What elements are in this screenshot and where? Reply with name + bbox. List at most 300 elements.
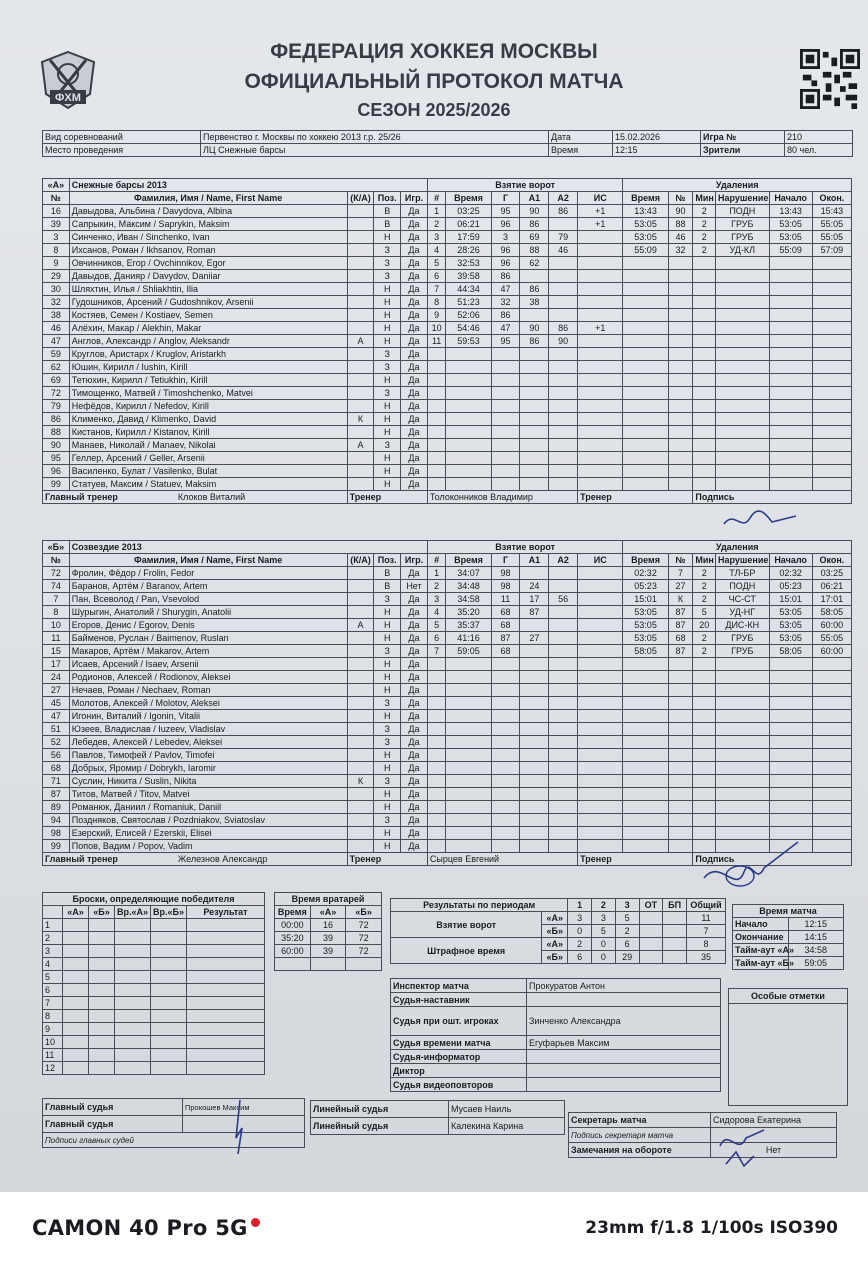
penalty-cell — [769, 439, 812, 452]
penalty-cell — [693, 413, 716, 426]
goal-cell — [446, 374, 491, 387]
player-position: З — [374, 361, 401, 374]
shootout-row-number: 10 — [43, 1036, 63, 1049]
player-position: Н — [374, 619, 401, 632]
penalty-cell — [812, 814, 851, 827]
goal-cell: 27 — [520, 632, 549, 645]
shootout-cell — [151, 919, 187, 932]
player-number: 69 — [43, 374, 70, 387]
penalty-cell — [623, 671, 668, 684]
player-captain — [347, 723, 374, 736]
penalty-cell — [693, 801, 716, 814]
goal-cell — [491, 684, 520, 697]
player-name: Тимощенко, Матвей / Timoshchenko, Matvei — [69, 387, 347, 400]
goal-cell — [491, 710, 520, 723]
shootout-row-number: 11 — [43, 1049, 63, 1062]
goal-cell: 34:48 — [446, 580, 491, 593]
col-played: Игр. — [401, 554, 428, 567]
shootout-cell — [89, 1036, 115, 1049]
penalty-cell — [668, 361, 693, 374]
goal-cell — [446, 801, 491, 814]
player-captain — [347, 322, 374, 335]
goal-cell — [578, 645, 623, 658]
player-number: 24 — [43, 671, 70, 684]
player-number: 99 — [43, 478, 70, 491]
penalty-cell — [716, 387, 770, 400]
goal-cell — [491, 361, 520, 374]
goal-cell — [520, 374, 549, 387]
player-captain — [347, 671, 374, 684]
player-number: 62 — [43, 361, 70, 374]
player-row — [43, 697, 852, 710]
player-played: Да — [401, 814, 428, 827]
player-row — [43, 801, 852, 814]
signature-team-b-icon — [700, 838, 810, 900]
label: Линейный судья — [311, 1101, 449, 1118]
penalty-cell: ПОДН — [716, 580, 770, 593]
penalty-cell — [668, 322, 693, 335]
shootout-cell — [151, 945, 187, 958]
goal-cell — [520, 762, 549, 775]
penalty-cell — [812, 387, 851, 400]
player-number: 46 — [43, 322, 70, 335]
player-position: Н — [374, 296, 401, 309]
penalty-cell — [769, 814, 812, 827]
shootout-col: Результат — [187, 906, 265, 919]
penalty-cell: 2 — [693, 205, 716, 218]
penalty-cell — [668, 335, 693, 348]
player-name: Романюк, Даниил / Romaniuk, Daniil — [69, 801, 347, 814]
penalty-cell — [812, 658, 851, 671]
goal-cell — [491, 762, 520, 775]
penalty-cell: 2 — [693, 632, 716, 645]
penalty-cell — [812, 426, 851, 439]
penalty-cell — [812, 736, 851, 749]
penalty-cell — [769, 658, 812, 671]
goal-cell — [427, 413, 446, 426]
goal-cell — [446, 827, 491, 840]
shootout-cell — [187, 932, 265, 945]
period-value: 35 — [687, 951, 726, 964]
shootout-row-number: 8 — [43, 1010, 63, 1023]
goal-cell: 98 — [491, 567, 520, 580]
penalty-cell: УД-НГ — [716, 606, 770, 619]
penalty-cell — [693, 361, 716, 374]
penalty-minutes-label: Штрафное время — [391, 938, 542, 964]
penalty-cell: 32 — [668, 244, 693, 257]
secretary-value: Сидорова Екатерина — [711, 1113, 837, 1128]
penalty-cell — [812, 827, 851, 840]
penalty-cell — [668, 697, 693, 710]
player-row — [43, 426, 852, 439]
col-goal-time: Время — [446, 554, 491, 567]
penalty-cell: 53:05 — [769, 619, 812, 632]
penalty-cell — [716, 749, 770, 762]
shootout-cell — [63, 1062, 89, 1075]
penalty-cell — [716, 400, 770, 413]
penalty-cell: 58:05 — [769, 645, 812, 658]
col-name: Фамилия, Имя / Name, First Name — [69, 554, 347, 567]
player-captain — [347, 296, 374, 309]
player-played: Да — [401, 439, 428, 452]
player-captain — [347, 788, 374, 801]
player-number: 47 — [43, 335, 70, 348]
penalty-cell — [693, 465, 716, 478]
shootout-row-number: 4 — [43, 958, 63, 971]
penalty-cell: 53:05 — [623, 632, 668, 645]
penalty-cell — [668, 387, 693, 400]
shootout-cell — [151, 971, 187, 984]
goal-cell — [549, 257, 578, 270]
periods-title: Результаты по периодам — [391, 899, 568, 912]
player-captain — [347, 361, 374, 374]
player-number: 72 — [43, 387, 70, 400]
goal-cell: 86 — [520, 283, 549, 296]
goal-cell — [491, 840, 520, 853]
goal-cell: 38 — [520, 296, 549, 309]
penalty-cell — [668, 413, 693, 426]
player-name: Круглов, Аристарх / Kruglov, Aristarkh — [69, 348, 347, 361]
goal-cell — [491, 413, 520, 426]
camera-model: CAMON 40 Pro 5G — [32, 1216, 260, 1240]
penalty-cell — [693, 426, 716, 439]
shootout-row-number: 6 — [43, 984, 63, 997]
goal-cell — [491, 671, 520, 684]
penalty-cell — [716, 374, 770, 387]
col-goal-number: # — [427, 554, 446, 567]
team-name: Снежные барсы 2013 — [69, 179, 427, 192]
player-played: Да — [401, 478, 428, 491]
goal-cell: 28:26 — [446, 244, 491, 257]
goal-cell — [446, 762, 491, 775]
goalie-cell — [275, 958, 311, 971]
penalty-cell: 05:23 — [623, 580, 668, 593]
shootout-cell — [187, 945, 265, 958]
goal-cell: 96 — [491, 244, 520, 257]
player-name: Исаев, Арсений / Isaev, Arsenii — [69, 658, 347, 671]
player-played: Да — [401, 736, 428, 749]
player-position: Н — [374, 309, 401, 322]
penalty-cell: 55:05 — [812, 231, 851, 244]
official-label: Судья-наставник — [391, 993, 527, 1007]
penalty-cell — [623, 335, 668, 348]
player-row — [43, 775, 852, 788]
goal-cell: 5 — [427, 619, 446, 632]
player-number: 45 — [43, 697, 70, 710]
col-name: Фамилия, Имя / Name, First Name — [69, 192, 347, 205]
penalty-cell: ПОДН — [716, 205, 770, 218]
goal-cell — [549, 580, 578, 593]
penalty-cell: 13:43 — [769, 205, 812, 218]
penalty-cell — [812, 452, 851, 465]
signature-label: Подпись — [693, 491, 852, 504]
penalty-cell — [668, 257, 693, 270]
penalty-cell — [668, 400, 693, 413]
player-row — [43, 361, 852, 374]
penalty-cell — [716, 309, 770, 322]
player-name: Лебедев, Алексей / Lebedev, Aleksei — [69, 736, 347, 749]
shootout-cell — [89, 932, 115, 945]
player-name: Нефёдов, Кирилл / Nefedov, Kirill — [69, 400, 347, 413]
player-played: Да — [401, 632, 428, 645]
penalty-cell — [668, 710, 693, 723]
player-captain — [347, 283, 374, 296]
goal-cell — [549, 762, 578, 775]
goal-cell — [549, 684, 578, 697]
player-captain — [347, 658, 374, 671]
player-played: Да — [401, 231, 428, 244]
penalty-cell: ДИС-КН — [716, 619, 770, 632]
shootout-row-number: 1 — [43, 919, 63, 932]
player-row — [43, 567, 852, 580]
player-number: 29 — [43, 270, 70, 283]
match-time-value: 14:15 — [788, 931, 844, 944]
goal-cell — [578, 400, 623, 413]
goal-cell — [427, 684, 446, 697]
player-played: Да — [401, 296, 428, 309]
goal-cell — [549, 658, 578, 671]
period-value: 5 — [615, 912, 639, 925]
penalty-cell — [769, 348, 812, 361]
player-position: В — [374, 567, 401, 580]
penalty-cell — [716, 452, 770, 465]
goal-cell — [427, 723, 446, 736]
penalty-cell: 88 — [668, 218, 693, 231]
official-label: Инспектор матча — [391, 979, 527, 993]
player-captain — [347, 205, 374, 218]
shootout-col: «Б» — [89, 906, 115, 919]
player-name: Алёхин, Макар / Alekhin, Makar — [69, 322, 347, 335]
player-name: Статуев, Максим / Statuev, Maksim — [69, 478, 347, 491]
goal-cell — [578, 619, 623, 632]
col-assist-2: А2 — [549, 554, 578, 567]
penalty-cell — [769, 788, 812, 801]
penalty-cell — [716, 710, 770, 723]
player-name: Езерский, Елисей / Ezerskii, Elisei — [69, 827, 347, 840]
shootout-cell — [63, 971, 89, 984]
penalty-cell — [693, 749, 716, 762]
player-row — [43, 749, 852, 762]
official-value: Егуфарьев Максим — [527, 1036, 721, 1050]
penalty-cell — [769, 361, 812, 374]
official-label: Судья при ошт. игроках — [391, 1007, 527, 1036]
player-row — [43, 374, 852, 387]
col-assist-1: А1 — [520, 192, 549, 205]
official-value — [527, 1050, 721, 1064]
official-value: Прокуратов Антон — [527, 979, 721, 993]
shootout-col: Вр.«Б» — [151, 906, 187, 919]
goal-cell: 62 — [520, 257, 549, 270]
penalty-cell — [623, 270, 668, 283]
goal-cell — [427, 736, 446, 749]
goal-cell — [427, 671, 446, 684]
player-captain — [347, 270, 374, 283]
penalty-cell — [693, 814, 716, 827]
goal-cell — [446, 439, 491, 452]
penalty-cell — [693, 736, 716, 749]
col-number: № — [43, 192, 70, 205]
goalie-cell: 72 — [346, 945, 382, 958]
player-number: 8 — [43, 606, 70, 619]
goal-cell — [427, 426, 446, 439]
official-label: Диктор — [391, 1064, 527, 1078]
shootout-row-number: 2 — [43, 932, 63, 945]
goal-cell — [578, 567, 623, 580]
goal-cell — [491, 814, 520, 827]
team-tag: «А» — [542, 938, 568, 951]
penalty-cell — [769, 749, 812, 762]
player-number: 59 — [43, 348, 70, 361]
goal-cell — [549, 426, 578, 439]
penalty-cell — [668, 827, 693, 840]
player-number: 90 — [43, 439, 70, 452]
goal-cell — [427, 749, 446, 762]
goal-cell — [549, 465, 578, 478]
goal-cell — [578, 361, 623, 374]
goal-cell — [549, 452, 578, 465]
period-col: 2 — [591, 899, 615, 912]
goal-cell — [446, 361, 491, 374]
goal-cell: 06:21 — [446, 218, 491, 231]
goalie-col: «Б» — [346, 906, 382, 919]
penalty-cell — [668, 374, 693, 387]
goal-cell: 44:34 — [446, 283, 491, 296]
player-row — [43, 296, 852, 309]
player-captain — [347, 762, 374, 775]
goal-cell — [578, 632, 623, 645]
player-name: Сапрыкин, Максим / Saprykin, Maksim — [69, 218, 347, 231]
goal-cell — [446, 697, 491, 710]
player-row — [43, 413, 852, 426]
goal-cell — [520, 801, 549, 814]
goal-cell — [578, 387, 623, 400]
penalty-cell — [812, 270, 851, 283]
penalty-cell: ТЛ-БР — [716, 567, 770, 580]
goal-cell — [427, 439, 446, 452]
penalty-cell — [812, 697, 851, 710]
period-col: Общий — [687, 899, 726, 912]
penalty-cell: 2 — [693, 593, 716, 606]
player-number: 52 — [43, 736, 70, 749]
goal-cell: 86 — [491, 270, 520, 283]
svg-text:ФХМ: ФХМ — [55, 92, 81, 104]
shootout-cell — [115, 997, 151, 1010]
player-name: Попов, Вадим / Popov, Vadim — [69, 840, 347, 853]
player-row — [43, 400, 852, 413]
shootout-cell — [151, 958, 187, 971]
shootout-cell — [63, 945, 89, 958]
goal-cell — [549, 270, 578, 283]
team-b-table — [42, 540, 852, 866]
shootout-cell — [151, 1049, 187, 1062]
match-time-value: 12:15 — [788, 918, 844, 931]
penalty-cell — [693, 478, 716, 491]
shootout-row-number: 7 — [43, 997, 63, 1010]
venue-value: ЛЦ Снежные барсы — [201, 144, 549, 157]
penalty-cell — [668, 723, 693, 736]
match-time-label: Тайм-аут «А» — [733, 944, 789, 957]
player-name: Шурыгин, Анатолий / Shurygin, Anatolii — [69, 606, 347, 619]
penalty-cell: 57:09 — [812, 244, 851, 257]
goal-cell — [427, 452, 446, 465]
goal-cell — [549, 840, 578, 853]
player-position: В — [374, 580, 401, 593]
player-played: Да — [401, 322, 428, 335]
shootout-cell — [89, 1010, 115, 1023]
penalty-cell: УД-КЛ — [716, 244, 770, 257]
player-number: 99 — [43, 840, 70, 853]
goal-cell: 69 — [520, 231, 549, 244]
penalty-cell: 5 — [693, 606, 716, 619]
goalie-cell — [346, 958, 382, 971]
col-situation: ИС — [578, 554, 623, 567]
goal-cell — [491, 374, 520, 387]
player-captain — [347, 840, 374, 853]
goal-cell — [446, 452, 491, 465]
goal-cell — [446, 736, 491, 749]
player-name: Геллер, Арсений / Geller, Arsenii — [69, 452, 347, 465]
player-number: 98 — [43, 827, 70, 840]
penalty-cell — [668, 749, 693, 762]
goal-cell — [549, 283, 578, 296]
official-label: Судья времени матча — [391, 1036, 527, 1050]
signature-secretary-icon — [714, 1116, 774, 1172]
penalty-cell — [812, 296, 851, 309]
penalty-cell — [668, 348, 693, 361]
referee-signature-label: Подписи главных судей — [43, 1133, 305, 1148]
col-captain: (К/А) — [347, 554, 374, 567]
penalty-cell: 2 — [693, 231, 716, 244]
goal-cell — [578, 309, 623, 322]
player-played: Да — [401, 400, 428, 413]
col-situation: ИС — [578, 192, 623, 205]
goal-cell: 96 — [491, 218, 520, 231]
goal-cell: 3 — [427, 231, 446, 244]
goal-cell — [549, 439, 578, 452]
player-row — [43, 478, 852, 491]
penalty-cell: 15:01 — [623, 593, 668, 606]
label: Главный судья — [43, 1116, 183, 1133]
goal-cell — [491, 697, 520, 710]
goal-cell — [578, 478, 623, 491]
goal-cell — [549, 606, 578, 619]
goal-cell — [491, 801, 520, 814]
penalty-cell — [769, 710, 812, 723]
shootout-row-number: 12 — [43, 1062, 63, 1075]
player-position: З — [374, 244, 401, 257]
special-notes-box — [728, 988, 848, 1106]
team-tag: «А» — [542, 912, 568, 925]
shootout-cell — [187, 1036, 265, 1049]
shootout-cell — [115, 1062, 151, 1075]
player-played: Да — [401, 671, 428, 684]
goal-cell: 03:25 — [446, 205, 491, 218]
player-name: Овчинников, Егор / Ovchinnikov, Egor — [69, 257, 347, 270]
penalty-cell — [623, 840, 668, 853]
penalty-cell — [716, 814, 770, 827]
penalty-cell: ЧС-СТ — [716, 593, 770, 606]
penalty-cell: 2 — [693, 218, 716, 231]
player-captain — [347, 400, 374, 413]
goal-cell: 6 — [427, 632, 446, 645]
col-number: № — [43, 554, 70, 567]
penalty-cell — [769, 762, 812, 775]
shootout-cell — [151, 932, 187, 945]
shootout-cell — [151, 1023, 187, 1036]
goal-cell — [491, 400, 520, 413]
goal-cell — [427, 348, 446, 361]
player-position: Н — [374, 840, 401, 853]
